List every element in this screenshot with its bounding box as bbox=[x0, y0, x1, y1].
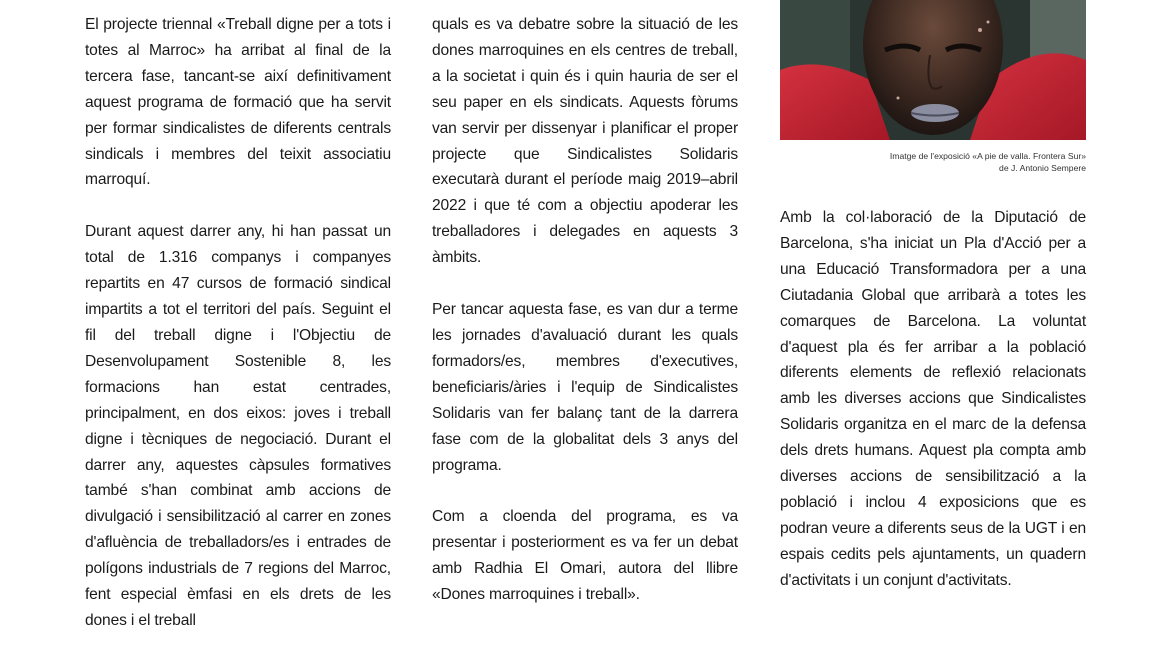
paragraph: El projecte triennal «Treball digne per a tots i totes al Marroc» ha arribat al final de la tercera fase, tancant-se així definitivament aquest programa de formació que ha servit per formar sindicalistes de diferents centrals sindicals i membres del teixit associatiu marroquí. bbox=[85, 16, 391, 189]
photo-caption bbox=[780, 150, 1086, 174]
exhibition-photo bbox=[780, 0, 1086, 140]
paragraph: Per tancar aquesta fase, es van dur a terme les jornades d'avaluació durant les quals formadors/es, membres d'executives, beneficiaris/àries i l'equip de Sindicalistes Solidaris van fer balanç tant de la darrera fase com de la globalitat dels 3 anys del programa. bbox=[432, 301, 738, 474]
article-column-2 bbox=[432, 12, 738, 634]
paragraph: Com a cloenda del programa, es va presentar i posteriorment es va fer un debat amb Radhia El Omari, autora del llibre «Dones marroquines i treball». bbox=[432, 508, 738, 604]
paragraph: Amb la col·laboració de la Diputació de Barcelona, s'ha iniciat un Pla d'Acció per a una Educació Transformadora per a una Ciutadania Global que arribarà a totes les comarques de Barcelona. La voluntat d'aquest pla és fer arribar a la població diferents elements de reflexió relacionats amb les diverses accions que Sindicalistes Solidaris organitza en el marc de la defensa dels drets humans. Aquest pla compta amb diverses accions de sensibilització a la població i inclou 4 exposicions que es podran veure a diferents seus de la UGT i en espais cedits pels ajuntaments, un quadern d'activitats i un conjunt d'activitats. bbox=[780, 209, 1086, 589]
article-column-1 bbox=[85, 12, 391, 660]
paragraph: Durant aquest darrer any, hi han passat un total de 1.316 companys i companyes repartits en 47 cursos de formació sindical impartits a tot el territori del país. Seguint el fil del treball digne i l'Objectiu de Desenvolupament Sostenible 8, les formacions han estat centrades, principalment, en dos eixos: joves i treball digne i tècniques de negociació. Durant el darrer any, aquestes càpsules formatives també s'han combinat amb accions de divulgació i sensibilització al carrer en zones d'afluència de treballadors/es i entrades de polígons industrials de 7 regions del Marroc, fent especial èmfasi en els drets de les dones i el treball bbox=[85, 223, 391, 629]
paragraph: quals es va debatre sobre la situació de les dones marroquines en els centres de treball, a la societat i quin és i quin hauria de ser el seu paper en els sindicats. Aquests fòrums van servir per dissenyar i planificar el proper projecte que Sindicalistes Solidaris executarà durant el període maig 2019–abril 2022 i que té com a objectiu apoderar les treballadores i delegades en aquests 3 àmbits. bbox=[432, 16, 738, 267]
portrait-image bbox=[780, 0, 1086, 140]
caption-line: de J. Antonio Sempere bbox=[999, 163, 1086, 173]
article-column-3 bbox=[780, 205, 1086, 620]
caption-line: Imatge de l'exposició «A pie de valla. Frontera Sur» bbox=[889, 151, 1086, 161]
